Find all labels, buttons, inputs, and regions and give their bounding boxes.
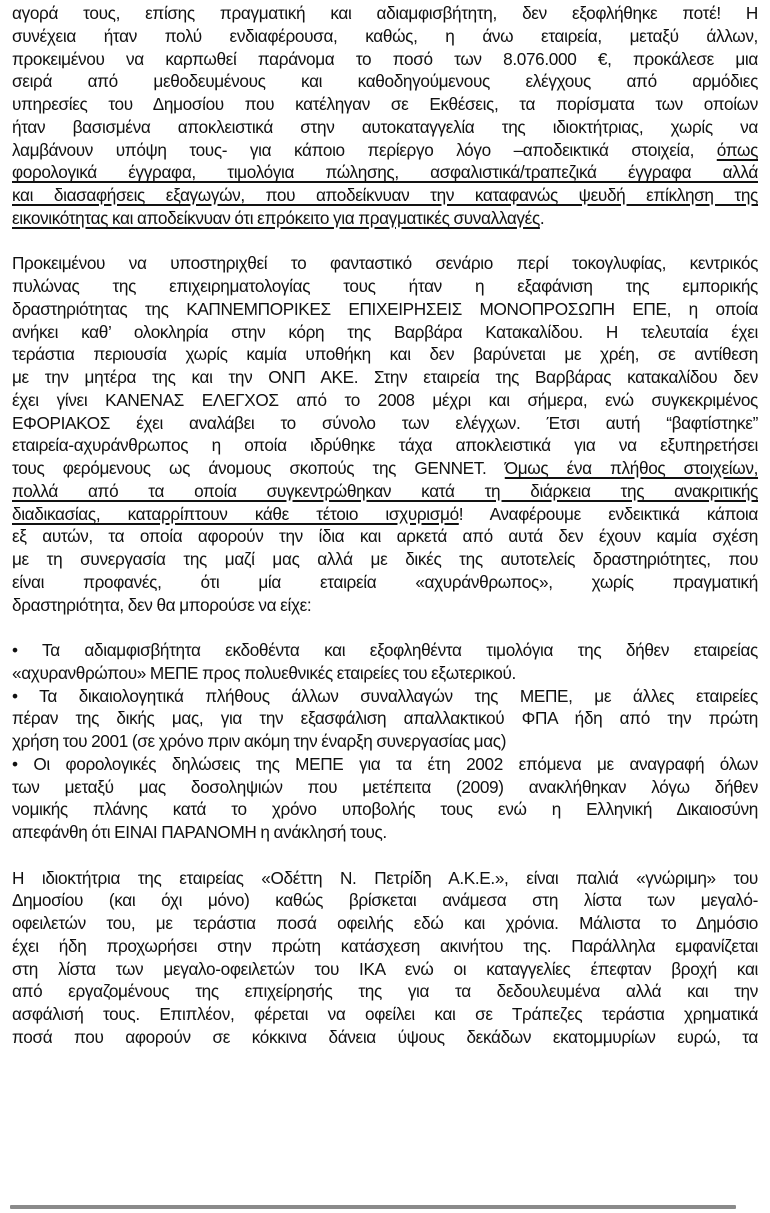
text-line bbox=[12, 412, 758, 435]
underlined-text: Όμως ένα πλήθος στοιχείων, bbox=[504, 458, 759, 478]
text-run: Η ιδιοκτήτρια της εταιρείας «Οδέττη Ν. Πετρίδη Α.Κ.Ε.», είναι παλιά «γνώριμη» του bbox=[12, 867, 758, 888]
text-run: δραστηριότητα, δεν θα μπορούσε να είχε: bbox=[12, 594, 312, 615]
text-run: λαμβάνουν υπόψη τους- για κάποιο περίεργο λόγο –αποδεικτικά στοιχεία, bbox=[12, 139, 717, 160]
text-line bbox=[12, 662, 758, 685]
text-run: έχει ήδη προχωρήσει στην πρώτη κατάσχεση ακινήτου της. Παράλληλα εμφανίζεται bbox=[12, 935, 758, 956]
text-line bbox=[12, 798, 758, 821]
text-line bbox=[12, 2, 758, 25]
text-line bbox=[12, 70, 758, 93]
text-line bbox=[12, 980, 758, 1003]
text-run: νομικής πλάνης κατά το χρόνο υποβολής τους ενώ η Ελληνική Δικαιοσύνη bbox=[12, 799, 758, 820]
text-line bbox=[12, 753, 758, 776]
text-run: • Οι φορολογικές δηλώσεις της ΜΕΠΕ για τα έτη 2002 επόμενα με αναγραφή όλων bbox=[12, 753, 758, 774]
text-run: υπηρεσίες του Δημοσίου που κατέληγαν σε Εκθέσεις, τα πορίσματα των οποίων bbox=[12, 94, 758, 114]
text-run: • Τα αδιαμφισβήτητα εκδοθέντα και εξοφληθέντα τιμολόγια της δήθεν εταιρείας bbox=[12, 640, 758, 660]
paragraph-spacer bbox=[12, 616, 758, 639]
underlined-text: εικονικότητας και αποδείκνυαν ότι επρόκειτο για πραγματικές συναλλαγές bbox=[12, 207, 540, 228]
text-line bbox=[12, 935, 758, 958]
paragraph-spacer bbox=[12, 844, 758, 867]
text-run: «αχυρανθρώπου» ΜΕΠΕ προς πολυεθνικές εταιρείες του εξωτερικού. bbox=[12, 662, 516, 683]
text-run: σειρά από μεθοδευμένους και καθοδηγούμενους ελέγχους από αρμόδιες bbox=[12, 71, 758, 92]
text-line bbox=[12, 389, 758, 412]
paragraph-p2 bbox=[12, 252, 758, 616]
text-line bbox=[12, 503, 758, 526]
text-line bbox=[12, 821, 758, 844]
paragraph-p4 bbox=[12, 867, 758, 1049]
paragraph-p3 bbox=[12, 639, 758, 844]
text-run: τεράστια περιουσία χωρίς καμία υποθήκη και δεν βαρύνεται με χρέη, σε αντίθεση bbox=[12, 344, 758, 365]
text-line bbox=[12, 275, 758, 298]
text-run: συνέχεια ήταν πολύ ενδιαφέρουσα, καθώς, η άνω εταιρεία, μεταξύ άλλων, bbox=[12, 25, 758, 46]
text-line bbox=[12, 116, 758, 139]
text-run: με την μητέρα της και την ΟΝΠ ΑΚΕ. Στην εταιρεία της Βαρβάρας κατακαλίδου δεν bbox=[12, 367, 758, 387]
text-run: ποσά που αφορούν σε κόκκινα δάνεια ύψους δεκάδων εκατομμυρίων ευρώ, τα bbox=[12, 1026, 758, 1047]
text-line bbox=[12, 525, 758, 548]
underlined-text: διαδικασίας, καταρρίπτουν κάθε τέτοιο ισχυρισμό bbox=[12, 503, 459, 524]
paragraph-p1 bbox=[12, 2, 758, 230]
text-line bbox=[12, 707, 758, 730]
text-line bbox=[12, 343, 758, 366]
text-line bbox=[12, 571, 758, 594]
text-line bbox=[12, 685, 758, 708]
text-line bbox=[12, 889, 758, 912]
text-line bbox=[12, 1026, 758, 1049]
document-page bbox=[12, 2, 758, 1049]
text-line bbox=[12, 207, 758, 230]
text-run: ήταν βασισμένα αποκλειστικά στην αυτοκαταγγελία της ιδιοκτήτριας, χωρίς να bbox=[12, 116, 758, 137]
text-line bbox=[12, 25, 758, 48]
underlined-text: φορολογικά έγγραφα, τιμολόγια πώλησης, ασφαλιστικά/τραπεζικά έγγραφα αλλά bbox=[12, 162, 758, 183]
text-line bbox=[12, 958, 758, 981]
underlined-text: πολλά από τα οποία συγκεντρώθηκαν κατά τη διάρκεια της ανακριτικής bbox=[12, 480, 758, 501]
text-line bbox=[12, 366, 758, 389]
text-run: στη λίστα των μεγαλο-οφειλετών του ΙΚΑ ενώ οι καταγγελίες έπεφταν βροχή και bbox=[12, 958, 758, 979]
text-run: αγορά τους, επίσης πραγματική και αδιαμφισβήτητη, δεν εξοφλήθηκε ποτέ! Η bbox=[12, 3, 758, 23]
text-run: απεφάνθη ότι ΕΙΝΑΙ ΠΑΡΑΝΟΜΗ η ανάκλησή τους. bbox=[12, 822, 387, 842]
text-run: ανήκει καθ’ ολοκληρία στην κόρη της Βαρβάρα Κατακαλίδου. Η τελευταία έχει bbox=[12, 321, 758, 342]
text-line bbox=[12, 93, 758, 116]
text-line bbox=[12, 139, 758, 162]
text-run: τους φερόμενους ως άνομους σκοπούς της GENNET. bbox=[12, 458, 505, 478]
text-run: δραστηριότητας της ΚΑΠΝΕΜΠΟΡΙΚΕΣ ΕΠΙΧΕΙΡΗΣΕΙΣ ΜΟΝΟΠΡΟΣΩΠΗ ΕΠΕ, η οποία bbox=[12, 298, 758, 319]
text-line bbox=[12, 480, 758, 503]
underlined-text: και διασαφήσεις εξαγωγών, που αποδείκνυαν την καταφανώς ψευδή επίκληση της bbox=[12, 185, 758, 205]
underlined-text: όπως bbox=[716, 139, 758, 160]
text-run: από εργαζομένους της επιχείρησής της για τα δεδουλευμένα αλλά και την bbox=[12, 981, 758, 1002]
text-run: ασφάλισή τους. Επιπλέον, φέρεται να οφείλει και σε Τράπεζες τεράστια χρηματικά bbox=[12, 1004, 758, 1024]
text-run: οφειλετών του, με τεράστια ποσά οφειλής εδώ και χρόνια. Μάλιστα το Δημόσιο bbox=[12, 913, 758, 933]
text-run: προκειμένου να καρπωθεί παράνομα το ποσό των 8.076.000 €, προκάλεσε μια bbox=[12, 48, 758, 69]
text-line bbox=[12, 867, 758, 890]
text-run: ΕΦΟΡΙΑΚΟΣ έχει αναλάβει το σύνολο των ελέγχων. Έτσι αυτή “βαφτίστηκε” bbox=[12, 412, 758, 433]
text-line bbox=[12, 548, 758, 571]
text-line bbox=[12, 639, 758, 662]
text-run: είναι προφανές, ότι μία εταιρεία «αχυράνθρωπος», χωρίς πραγματική bbox=[12, 571, 758, 592]
text-line bbox=[12, 457, 758, 480]
text-run: . bbox=[539, 207, 545, 228]
text-run: με τη συνεργασία της μαζί μας αλλά με δικές της αυτοτελείς δραστηριότητες, που bbox=[12, 549, 758, 569]
text-run: των μεταξύ μας δοσοληψιών που μετέπειτα (2009) ανακλήθηκαν λόγω δήθεν bbox=[12, 776, 758, 797]
text-line bbox=[12, 912, 758, 935]
text-line bbox=[12, 776, 758, 799]
text-run: πέραν της δικής μας, για την εξασφάλιση απαλλακτικού ΦΠΑ ήδη από την πρώτη bbox=[12, 708, 758, 729]
text-run: Προκειμένου να υποστηριχθεί το φανταστικό σενάριο περί τοκογλυφίας, κεντρικός bbox=[12, 253, 758, 274]
text-line bbox=[12, 434, 758, 457]
paragraph-spacer bbox=[12, 230, 758, 253]
text-run: έχει γίνει ΚΑΝΕΝΑΣ ΕΛΕΓΧΟΣ από το 2008 μέχρι και σήμερα, ενώ συγκεκριμένος bbox=[12, 389, 758, 410]
text-line bbox=[12, 730, 758, 753]
text-line bbox=[12, 184, 758, 207]
text-run: ! Αναφέρουμε ενδεικτικά κάποια bbox=[458, 503, 758, 524]
page-bottom-rule bbox=[10, 1205, 736, 1209]
text-line bbox=[12, 321, 758, 344]
text-line bbox=[12, 1003, 758, 1026]
text-run: Δημοσίου (και όχι μόνο) καθώς βρίσκεται ανάμεσα στη λίστα των μεγαλό- bbox=[12, 890, 758, 911]
text-run: χρήση του 2001 (σε χρόνο πριν ακόμη την έναρξη συνεργασίας μας) bbox=[12, 731, 507, 751]
text-line bbox=[12, 48, 758, 71]
text-run: πυλώνας της επιχειρηματολογίας τους ήταν η εξαφάνιση της εμπορικής bbox=[12, 276, 758, 296]
text-line bbox=[12, 161, 758, 184]
text-line bbox=[12, 252, 758, 275]
text-run: • Τα δικαιολογητικά πλήθους άλλων συναλλαγών της ΜΕΠΕ, με άλλες εταιρείες bbox=[12, 685, 758, 706]
text-run: εξ αυτών, τα οποία αφορούν την ίδια και αρκετά από αυτά δεν έχουν καμία σχέση bbox=[12, 526, 758, 547]
text-line bbox=[12, 298, 758, 321]
text-run: εταιρεία-αχυράνθρωπος η οποία ιδρύθηκε τάχα αποκλειστικά για να εξυπηρετήσει bbox=[12, 435, 758, 456]
text-line bbox=[12, 594, 758, 617]
